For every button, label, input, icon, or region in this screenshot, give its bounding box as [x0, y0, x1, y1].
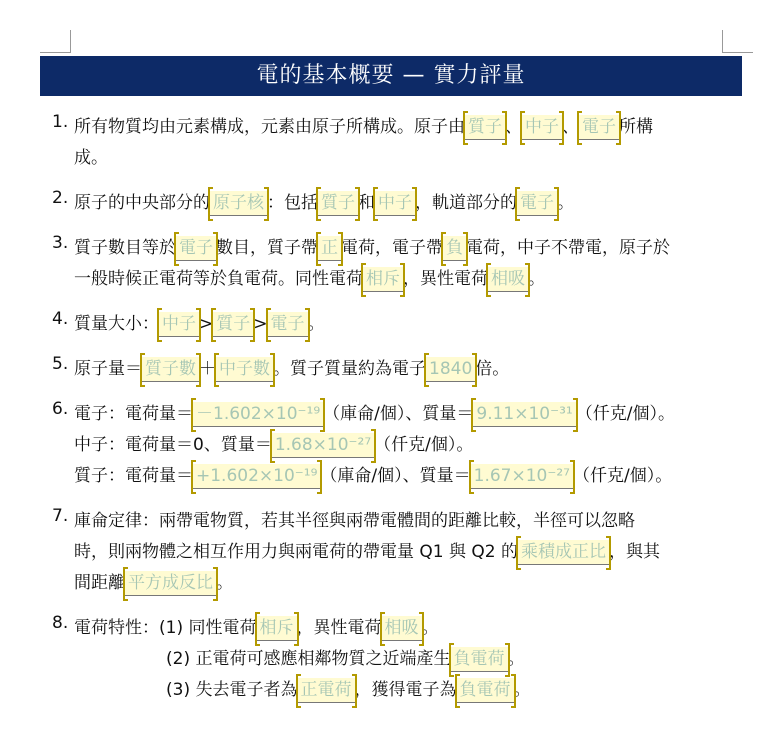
question-6	[52, 399, 732, 492]
question-text: 成。	[74, 148, 108, 168]
question-text: （仟克/個）。	[572, 466, 673, 486]
separator: 、	[505, 117, 522, 137]
answer-blank[interactable]: 相斥	[257, 616, 297, 641]
question-text: 。	[421, 618, 439, 638]
question-text: 所有物質均由元素構成，元素由原子所構成。原子由	[74, 117, 465, 137]
question-8	[52, 613, 732, 706]
question-text: 間距離	[74, 573, 125, 593]
answer-blank[interactable]: 原子核	[210, 191, 267, 216]
question-2	[52, 188, 732, 219]
question-text: 原子的中央部分的	[74, 193, 210, 213]
question-1	[52, 112, 732, 174]
answer-blank[interactable]: 負電荷	[457, 678, 514, 703]
answer-blank[interactable]: 質子數	[142, 357, 199, 382]
question-text: （仟克/個）。	[575, 404, 675, 424]
answer-blank[interactable]: 電子	[579, 115, 619, 140]
question-text: 時，則兩物體之相互作用力與兩電荷的帶電量 Q1 與 Q2 的	[74, 542, 519, 562]
question-text: ，獲得電子為	[354, 680, 457, 700]
question-text: ，軌道部分的	[415, 193, 517, 213]
answer-blank[interactable]: 中子	[159, 312, 199, 337]
worksheet-content	[52, 112, 732, 720]
question-text: 正電荷可感應相鄰物質之近端產生	[195, 649, 451, 669]
answer-blank[interactable]: 電子	[268, 312, 308, 337]
question-text: （庫侖/個）、質量＝	[323, 404, 474, 424]
question-number: 1.	[52, 112, 69, 132]
answer-blank[interactable]: 相吸	[382, 616, 422, 641]
page-corner-mark-right	[722, 30, 753, 53]
answer-blank[interactable]: －1.602×10⁻¹⁹	[193, 402, 323, 427]
answer-blank[interactable]: 電子	[176, 236, 216, 261]
question-text: 同性電荷	[188, 618, 257, 638]
question-text: 質子：電荷量＝	[74, 466, 193, 486]
answer-blank[interactable]: 正電荷	[298, 678, 355, 703]
answer-blank[interactable]: 負	[443, 236, 466, 261]
answer-blank[interactable]: 質子	[465, 115, 505, 140]
question-number: 2.	[52, 188, 69, 208]
question-text: ，異性電荷	[296, 618, 382, 638]
question-5	[52, 354, 732, 385]
answer-blank[interactable]: 1.68×10⁻²⁷	[272, 433, 374, 458]
sub-number: (2)	[166, 649, 191, 669]
answer-blank[interactable]: +1.602×10⁻¹⁹	[193, 464, 320, 489]
question-text: 。	[557, 193, 574, 213]
question-text: 質量大小：	[74, 314, 159, 334]
question-number: 7.	[52, 506, 69, 526]
answer-blank[interactable]: 1.67×10⁻²⁷	[471, 464, 573, 489]
question-text: 質子數目等於	[74, 238, 176, 258]
question-number: 8.	[52, 613, 69, 633]
plus-sign: ＋	[199, 359, 216, 379]
separator: 、	[562, 117, 579, 137]
question-text: （庫侖/個）、質量＝	[320, 466, 471, 486]
question-7	[52, 506, 732, 599]
question-text: 。	[507, 649, 525, 669]
question-3	[52, 233, 732, 295]
question-text: 。	[216, 573, 233, 593]
answer-blank[interactable]: 負電荷	[451, 647, 508, 672]
answer-blank[interactable]: 9.11×10⁻³¹	[473, 402, 575, 427]
question-text: 。	[528, 269, 545, 289]
answer-blank[interactable]: 正	[318, 236, 341, 261]
question-text: 中子：電荷量＝0、質量＝	[74, 435, 272, 455]
question-text: ：包括	[267, 193, 318, 213]
question-text: 電荷，中子不帶電，原子於	[466, 238, 670, 258]
question-4	[52, 309, 732, 340]
question-text: 倍。	[475, 359, 510, 379]
answer-blank[interactable]: 電子	[517, 191, 557, 216]
question-text: 失去電子者為	[195, 680, 298, 700]
answer-blank[interactable]: 相斥	[363, 267, 403, 292]
question-text: 所構	[619, 117, 653, 137]
sub-number: (3)	[166, 680, 191, 700]
question-text: 。	[307, 314, 325, 334]
page-corner-mark-left	[40, 30, 71, 53]
question-text: 電子：電荷量＝	[74, 404, 193, 424]
answer-blank[interactable]: 中子	[522, 115, 562, 140]
answer-blank[interactable]: 1840	[426, 357, 475, 382]
question-number: 4.	[52, 309, 69, 329]
question-text: （仟克/個）。	[374, 435, 474, 455]
question-text: 電荷特性：	[74, 618, 159, 638]
answer-blank[interactable]: 中子數	[216, 357, 273, 382]
question-text: 一般時候正電荷等於負電荷。同性電荷	[74, 269, 363, 289]
answer-blank[interactable]: 相吸	[488, 267, 528, 292]
page-title: 電的基本概要 — 實力評量	[40, 56, 742, 96]
question-text: 。	[513, 680, 531, 700]
question-text: 。質子質量約為電子	[273, 359, 426, 379]
question-text: 原子量＝	[74, 359, 142, 379]
greater-than-sign: >	[199, 314, 214, 334]
answer-blank[interactable]: 質子	[213, 312, 253, 337]
question-number: 6.	[52, 399, 69, 419]
answer-blank[interactable]: 質子	[318, 191, 358, 216]
question-number: 5.	[52, 354, 69, 374]
answer-blank[interactable]: 中子	[375, 191, 415, 216]
answer-blank[interactable]: 乘積成正比	[518, 540, 609, 565]
question-text: ，異性電荷	[403, 269, 488, 289]
question-text: 電荷，電子帶	[341, 238, 443, 258]
question-text: 數目，質子帶	[216, 238, 318, 258]
greater-than-sign: >	[253, 314, 268, 334]
question-text: 庫侖定律：兩帶電物質，若其半徑與兩帶電體間的距離比較，半徑可以忽略	[74, 511, 635, 531]
answer-blank[interactable]: 平方成反比	[125, 571, 216, 596]
question-text: 和	[358, 193, 375, 213]
question-text: ，與其	[609, 542, 661, 562]
question-number: 3.	[52, 233, 69, 253]
sub-number: (1)	[159, 618, 184, 638]
